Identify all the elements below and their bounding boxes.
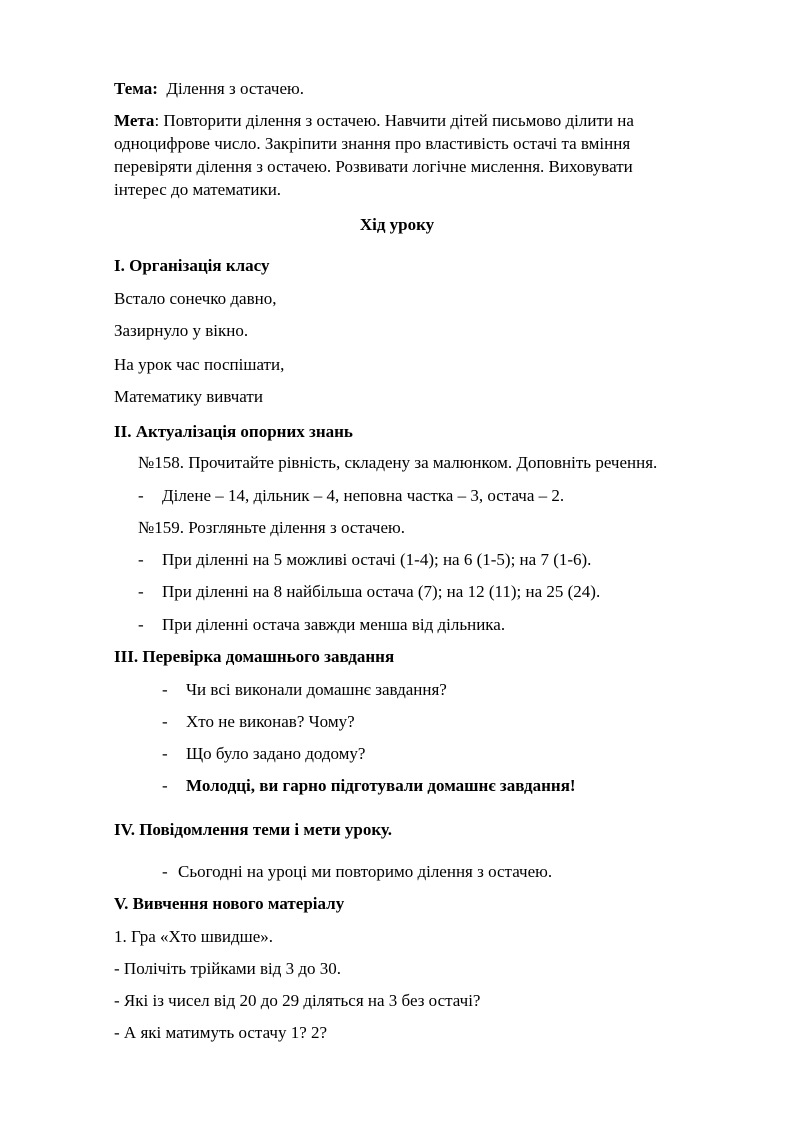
task-158: №158. Прочитайте рівність, складену за малюнком. Доповніть речення.	[138, 453, 658, 472]
game-title: 1. Гра «Хто швидше».	[114, 927, 274, 946]
poem-line-3: На урок час поспішати,	[114, 355, 285, 374]
topic-label: Тема:	[114, 79, 158, 98]
section4-heading: ІV. Повідомлення теми і мети уроку.	[114, 820, 392, 839]
bullet-dash: -	[114, 991, 120, 1010]
bullet-dash: -	[138, 486, 144, 505]
section3-heading: ІІІ. Перевірка домашнього завдання	[114, 647, 395, 666]
section4-item: Сьогодні на уроці ми повторимо ділення з остачею.	[178, 862, 553, 881]
section1-heading: І. Організація класу	[114, 256, 270, 275]
bullet-dash: -	[162, 680, 168, 699]
homework-item-4: Молодці, ви гарно підготували домашнє завдання!	[186, 776, 576, 795]
homework-item-1: Чи всі виконали домашнє завдання?	[186, 680, 447, 699]
task-158-answer: Ділене – 14, дільник – 4, неповна частка – 3, остача – 2.	[162, 486, 565, 505]
game-line-1	[114, 959, 341, 979]
section5-heading: V. Вивчення нового матеріалу	[114, 894, 345, 913]
homework-item-2: Хто не виконав? Чому?	[186, 712, 355, 731]
game-line-1-text: Полічіть трійками від 3 до 30.	[123, 959, 342, 978]
bullet-dash: -	[138, 550, 144, 569]
game-line-3	[114, 1023, 327, 1043]
goal-text-1: : Повторити ділення з остачею. Навчити дітей письмово ділити на	[154, 111, 634, 130]
game-line-2	[114, 991, 480, 1011]
bullet-dash: -	[138, 615, 144, 634]
bullet-dash: -	[162, 712, 168, 731]
bullet-dash: -	[114, 1023, 120, 1042]
bullet-dash: -	[114, 959, 120, 978]
bullet-dash: -	[138, 582, 144, 601]
homework-item-3: Що було задано додому?	[186, 744, 366, 763]
task-159-item-2: При діленні на 8 найбільша остача (7); на 12 (11); на 25 (24).	[162, 582, 601, 601]
task-159-item-1: При діленні на 5 можливі остачі (1-4); на 6 (1-5); на 7 (1-6).	[162, 550, 592, 569]
game-line-2-text: Які із чисел від 20 до 29 діляться на 3 без остачі?	[123, 991, 481, 1010]
topic-text: Ділення з остачею.	[166, 79, 304, 98]
game-line-3-text: А які матимуть остачу 1? 2?	[123, 1023, 328, 1042]
bullet-dash: -	[162, 744, 168, 763]
poem-line-1: Встало сонечко давно,	[114, 289, 277, 308]
goal-line-2: одноцифрове число. Закріпити знання про властивість остачі та вміння	[114, 134, 631, 153]
poem-line-4: Математику вивчати	[114, 387, 263, 406]
task-159-item-3: При діленні остача завжди менша від дільника.	[162, 615, 506, 634]
bullet-dash: -	[162, 776, 168, 795]
section2-heading: ІІ. Актуалізація опорних знань	[114, 422, 353, 441]
goal-line-1	[114, 111, 634, 131]
poem-line-2: Зазирнуло у вікно.	[114, 321, 249, 340]
lesson-title: Хід уроку	[359, 215, 435, 234]
bullet-dash: -	[162, 862, 168, 881]
goal-label: Мета	[114, 111, 155, 130]
topic-line	[114, 79, 304, 99]
task-159: №159. Розгляньте ділення з остачею.	[138, 518, 405, 537]
goal-line-4: інтерес до математики.	[114, 180, 282, 199]
goal-line-3: перевіряти ділення з остачею. Розвивати логічне мислення. Виховувати	[114, 157, 633, 176]
